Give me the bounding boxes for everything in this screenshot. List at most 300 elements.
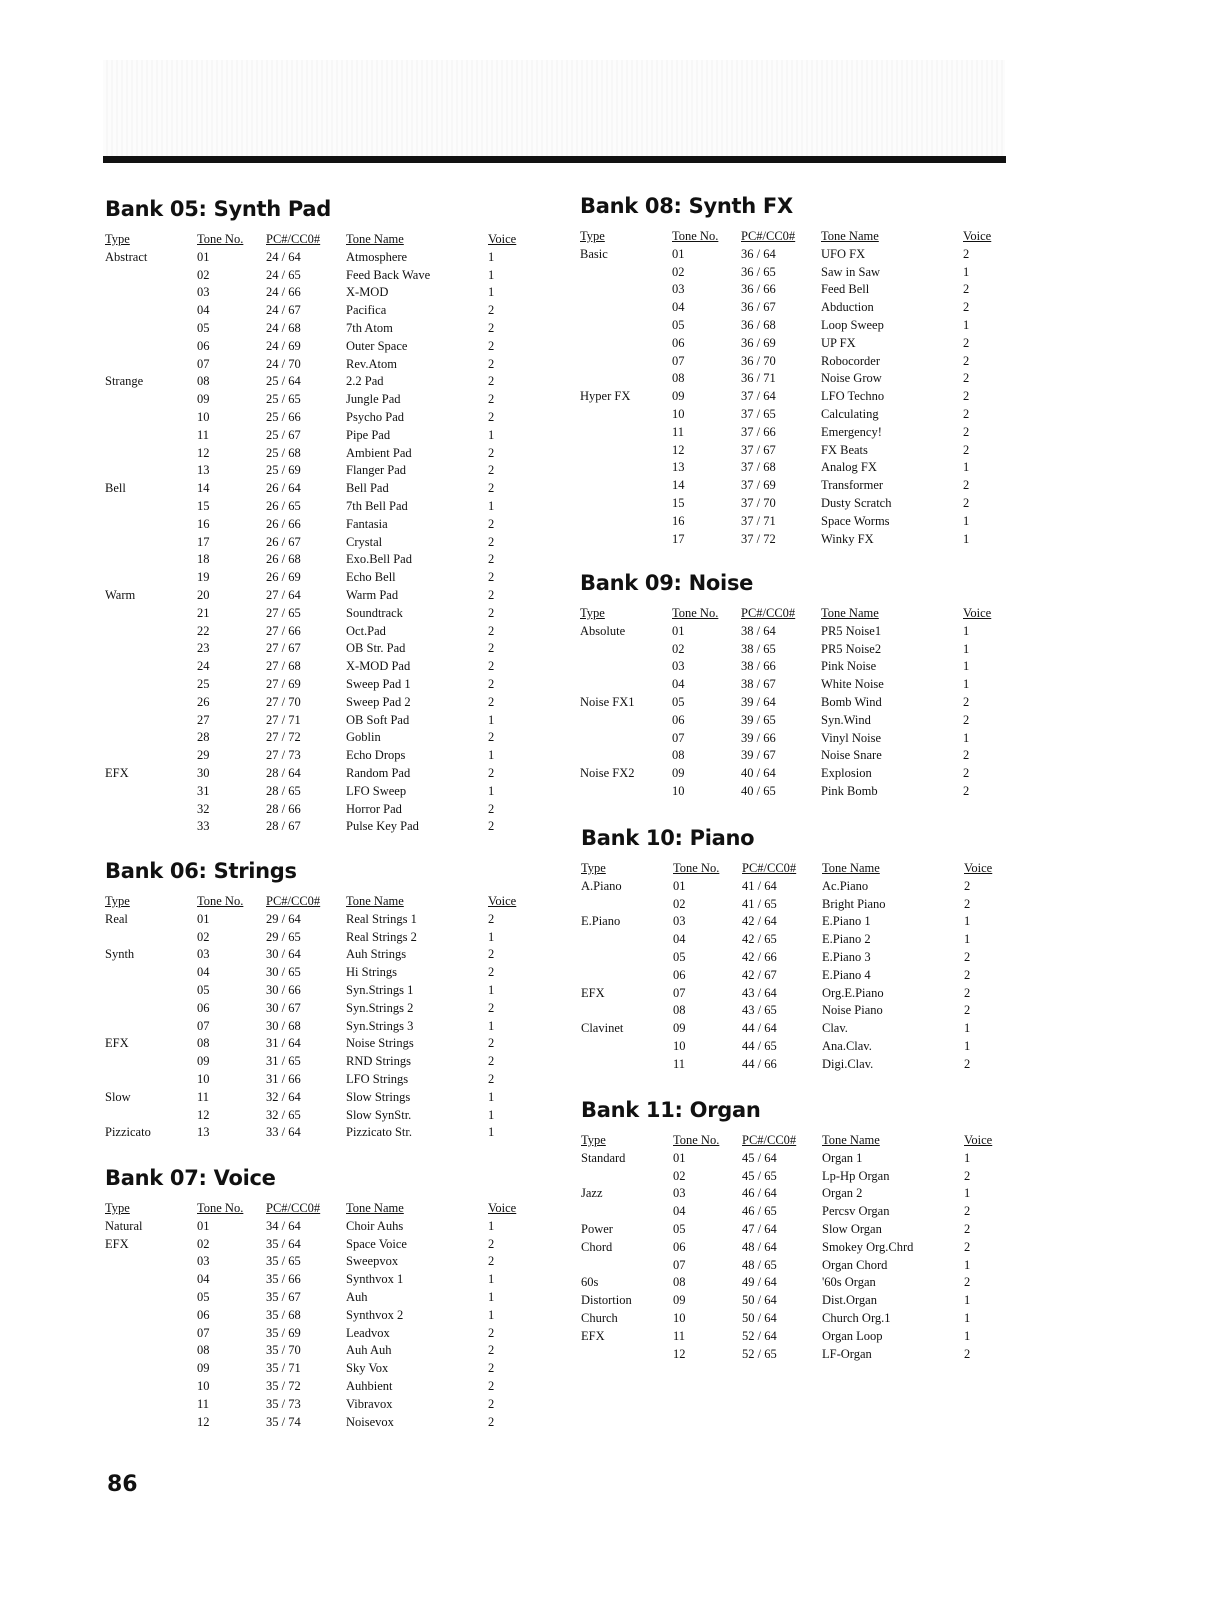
cell-tone-name: Pizzicato Str. (346, 1125, 412, 1140)
cell-pc-cc0: 49 / 64 (742, 1275, 777, 1290)
column-header-tone-no: Tone No. (673, 1133, 720, 1147)
cell-tone-name: Transformer (821, 478, 884, 493)
table-row (105, 534, 535, 552)
cell-tone-no: 04 (197, 1272, 210, 1287)
cell-voice: 2 (488, 552, 495, 567)
cell-tone-no: 07 (673, 985, 686, 1000)
cell-pc-cc0: 37 / 70 (741, 495, 776, 510)
cell-tone-no: 15 (672, 495, 685, 510)
cell-tone-no: 08 (197, 374, 210, 389)
cell-pc-cc0: 29 / 64 (266, 911, 301, 926)
table-row (105, 1000, 535, 1018)
cell-tone-no: 10 (672, 783, 685, 798)
column-header-tone-name: Tone Name (821, 606, 879, 620)
cell-tone-no: 10 (673, 1310, 686, 1325)
cell-pc-cc0: 26 / 68 (266, 552, 301, 567)
cell-tone-no: 11 (197, 1089, 210, 1104)
cell-tone-name: Sky Vox (346, 1361, 389, 1376)
table-header (105, 1200, 535, 1218)
cell-tone-name: Ana.Clav. (822, 1038, 872, 1053)
cell-pc-cc0: 35 / 64 (266, 1236, 301, 1251)
cell-voice: 2 (963, 246, 970, 261)
table-row (105, 712, 535, 730)
cell-voice: 1 (964, 932, 971, 947)
cell-tone-name: LF-Organ (822, 1346, 872, 1361)
table-row (105, 964, 535, 982)
cell-tone-no: 10 (673, 1038, 686, 1053)
table-row (105, 1035, 535, 1053)
header-band (103, 60, 1005, 156)
cell-pc-cc0: 24 / 69 (266, 338, 301, 353)
cell-type: A.Piano (581, 878, 622, 893)
table-row (581, 1310, 1011, 1328)
cell-pc-cc0: 28 / 65 (266, 783, 301, 798)
table-row (105, 1053, 535, 1071)
cell-pc-cc0: 42 / 65 (742, 932, 777, 947)
cell-tone-name: Crystal (346, 534, 383, 549)
column-header-type: Type (580, 606, 605, 620)
header-rule (103, 156, 1006, 163)
cell-tone-no: 08 (197, 1343, 210, 1358)
cell-tone-name: Feed Bell (821, 282, 870, 297)
cell-voice: 1 (488, 427, 495, 442)
cell-type: Absolute (580, 623, 626, 638)
cell-pc-cc0: 27 / 69 (266, 676, 301, 691)
cell-tone-no: 05 (673, 1221, 686, 1236)
cell-pc-cc0: 35 / 67 (266, 1289, 301, 1304)
cell-tone-name: Syn.Wind (821, 712, 871, 727)
cell-pc-cc0: 43 / 65 (742, 1003, 777, 1018)
cell-tone-name: Calculating (821, 406, 879, 421)
cell-tone-name: Feed Back Wave (346, 267, 431, 282)
table-row (105, 1236, 535, 1254)
cell-voice: 1 (963, 531, 970, 546)
cell-tone-name: Bell Pad (346, 481, 389, 496)
cell-tone-no: 17 (672, 531, 685, 546)
cell-tone-no: 13 (672, 460, 685, 475)
cell-tone-name: Dist.Organ (822, 1293, 877, 1308)
column-header-tone-name: Tone Name (822, 1133, 880, 1147)
cell-pc-cc0: 25 / 67 (266, 427, 301, 442)
cell-tone-no: 02 (197, 267, 210, 282)
cell-tone-name: Outer Space (346, 338, 408, 353)
page-number: 86 (107, 1472, 138, 1497)
table-row (105, 946, 535, 964)
table-row (580, 406, 1010, 424)
cell-tone-no: 29 (197, 748, 210, 763)
cell-pc-cc0: 45 / 65 (742, 1168, 777, 1183)
cell-tone-no: 10 (672, 406, 685, 421)
cell-tone-no: 03 (672, 659, 685, 674)
bank-10-piano (581, 822, 1011, 1074)
cell-tone-name: Slow SynStr. (346, 1107, 412, 1122)
cell-tone-no: 11 (197, 1396, 210, 1411)
cell-voice: 2 (488, 1396, 495, 1411)
cell-tone-no: 08 (197, 1036, 210, 1051)
cell-voice: 2 (488, 1236, 495, 1251)
cell-pc-cc0: 37 / 71 (741, 513, 776, 528)
cell-tone-no: 09 (197, 1361, 210, 1376)
cell-pc-cc0: 47 / 64 (742, 1221, 777, 1236)
cell-voice: 2 (488, 463, 495, 478)
cell-tone-no: 03 (197, 1254, 210, 1269)
column-header-pc-cc0: PC#/CC0# (266, 232, 321, 246)
cell-type: Noise FX1 (580, 694, 635, 709)
table-row (580, 246, 1010, 264)
cell-voice: 2 (963, 766, 970, 781)
cell-tone-no: 22 (197, 623, 210, 638)
cell-voice: 1 (964, 1021, 971, 1036)
table-row (581, 1038, 1011, 1056)
cell-tone-no: 30 (197, 765, 210, 780)
cell-pc-cc0: 28 / 67 (266, 819, 301, 834)
table-row (105, 1325, 535, 1343)
table-row (105, 498, 535, 516)
cell-voice: 2 (488, 1254, 495, 1269)
cell-type: 60s (581, 1275, 599, 1290)
cell-voice: 2 (488, 338, 495, 353)
table-header (105, 893, 535, 911)
table-row (581, 1002, 1011, 1020)
cell-voice: 2 (964, 1239, 971, 1254)
cell-pc-cc0: 30 / 66 (266, 982, 301, 997)
cell-pc-cc0: 32 / 65 (266, 1107, 301, 1122)
cell-tone-name: Loop Sweep (821, 317, 884, 332)
cell-voice: 2 (488, 570, 495, 585)
table-row (105, 409, 535, 427)
cell-voice: 1 (488, 929, 495, 944)
table-row (105, 480, 535, 498)
cell-pc-cc0: 27 / 66 (266, 623, 301, 638)
cell-tone-name: Organ 1 (822, 1150, 863, 1165)
cell-pc-cc0: 27 / 70 (266, 694, 301, 709)
table-row (105, 267, 535, 285)
cell-tone-no: 16 (197, 516, 210, 531)
cell-voice: 2 (964, 985, 971, 1000)
bank-title: Bank 10: Piano (581, 826, 755, 850)
cell-pc-cc0: 35 / 74 (266, 1414, 301, 1429)
cell-voice: 2 (488, 694, 495, 709)
cell-tone-name: Random Pad (346, 765, 411, 780)
column-header-tone-no: Tone No. (672, 229, 719, 243)
cell-tone-name: Syn.Strings 2 (346, 1000, 414, 1015)
cell-type: Jazz (581, 1186, 603, 1201)
cell-voice: 1 (488, 1018, 495, 1033)
table-row (581, 985, 1011, 1003)
cell-tone-name: Pacifica (346, 303, 387, 318)
cell-pc-cc0: 24 / 67 (266, 303, 301, 318)
table-row (581, 896, 1011, 914)
cell-pc-cc0: 39 / 66 (741, 730, 776, 745)
table-row (105, 982, 535, 1000)
cell-voice: 2 (488, 605, 495, 620)
cell-tone-no: 09 (197, 1054, 210, 1069)
cell-tone-no: 01 (672, 246, 685, 261)
cell-tone-no: 05 (197, 320, 210, 335)
cell-tone-name: Pulse Key Pad (346, 819, 419, 834)
cell-voice: 1 (488, 249, 495, 264)
cell-tone-no: 14 (197, 481, 210, 496)
cell-pc-cc0: 36 / 64 (741, 246, 776, 261)
cell-voice: 2 (963, 712, 970, 727)
cell-voice: 2 (488, 819, 495, 834)
cell-pc-cc0: 32 / 64 (266, 1089, 301, 1104)
cell-tone-name: Oct.Pad (346, 623, 386, 638)
cell-voice: 2 (964, 1275, 971, 1290)
cell-tone-name: E.Piano 2 (822, 932, 871, 947)
table-header (581, 860, 1011, 878)
bank-title: Bank 05: Synth Pad (105, 197, 332, 221)
cell-tone-name: Noise Strings (346, 1036, 414, 1051)
cell-tone-name: Horror Pad (346, 801, 402, 816)
cell-voice: 2 (964, 1221, 971, 1236)
cell-voice: 2 (488, 1036, 495, 1051)
cell-type: Bell (105, 481, 126, 496)
cell-pc-cc0: 35 / 70 (266, 1343, 301, 1358)
cell-tone-name: Fantasia (346, 516, 388, 531)
cell-voice: 2 (963, 371, 970, 386)
cell-tone-name: 2.2 Pad (346, 374, 384, 389)
cell-voice: 2 (488, 965, 495, 980)
cell-voice: 1 (964, 1186, 971, 1201)
cell-tone-no: 16 (672, 513, 685, 528)
cell-pc-cc0: 38 / 66 (741, 659, 776, 674)
cell-voice: 2 (488, 676, 495, 691)
cell-tone-name: Auh Strings (346, 947, 407, 962)
column-header-voice: Voice (964, 861, 993, 875)
table-row (580, 730, 1010, 748)
cell-voice: 1 (488, 712, 495, 727)
table-row (105, 658, 535, 676)
table-row (105, 747, 535, 765)
cell-voice: 2 (963, 353, 970, 368)
table-row (105, 1271, 535, 1289)
cell-pc-cc0: 27 / 71 (266, 712, 301, 727)
cell-pc-cc0: 37 / 69 (741, 478, 776, 493)
cell-tone-no: 08 (673, 1275, 686, 1290)
cell-pc-cc0: 24 / 64 (266, 249, 301, 264)
table-row (105, 445, 535, 463)
table-row (105, 1378, 535, 1396)
cell-type: Basic (580, 246, 608, 261)
column-header-pc-cc0: PC#/CC0# (741, 229, 796, 243)
cell-tone-name: Organ Loop (822, 1328, 883, 1343)
table-row (105, 1071, 535, 1089)
cell-tone-no: 02 (672, 264, 685, 279)
cell-pc-cc0: 25 / 68 (266, 445, 301, 460)
cell-tone-name: Org.E.Piano (822, 985, 884, 1000)
cell-tone-name: Syn.Strings 3 (346, 1018, 414, 1033)
bank-title: Bank 09: Noise (580, 571, 754, 595)
table-row (105, 569, 535, 587)
cell-type: Chord (581, 1239, 613, 1254)
cell-pc-cc0: 35 / 72 (266, 1378, 301, 1393)
cell-tone-name: Hi Strings (346, 965, 398, 980)
cell-type: Noise FX2 (580, 766, 635, 781)
cell-type: Pizzicato (105, 1125, 151, 1140)
cell-tone-no: 05 (673, 949, 686, 964)
cell-pc-cc0: 44 / 65 (742, 1038, 777, 1053)
cell-pc-cc0: 35 / 73 (266, 1396, 301, 1411)
cell-voice: 2 (488, 911, 495, 926)
cell-voice: 1 (963, 623, 970, 638)
cell-tone-name: Bright Piano (822, 896, 886, 911)
cell-tone-name: Leadvox (346, 1325, 390, 1340)
cell-voice: 2 (964, 1056, 971, 1071)
cell-tone-name: Church Org.1 (822, 1310, 891, 1325)
table-row (580, 370, 1010, 388)
cell-tone-no: 12 (197, 1107, 210, 1122)
cell-tone-name: Auh (346, 1289, 368, 1304)
cell-tone-no: 06 (197, 338, 210, 353)
cell-voice: 1 (488, 1089, 495, 1104)
table-row (105, 623, 535, 641)
cell-tone-name: Echo Bell (346, 570, 396, 585)
cell-voice: 2 (963, 300, 970, 315)
column-header-tone-no: Tone No. (197, 232, 244, 246)
cell-voice: 2 (488, 641, 495, 656)
table-row (580, 513, 1010, 531)
cell-voice: 1 (488, 1272, 495, 1287)
cell-tone-name: Atmosphere (346, 249, 408, 264)
table-row (105, 391, 535, 409)
table-row (105, 587, 535, 605)
column-header-type: Type (581, 861, 606, 875)
table-row (105, 911, 535, 929)
cell-tone-no: 05 (197, 982, 210, 997)
table-row (105, 1253, 535, 1271)
cell-voice: 2 (963, 694, 970, 709)
cell-type: EFX (581, 1328, 605, 1343)
table-row (581, 1221, 1011, 1239)
cell-pc-cc0: 35 / 66 (266, 1272, 301, 1287)
column-header-voice: Voice (488, 1201, 517, 1215)
cell-tone-no: 01 (197, 911, 210, 926)
cell-voice: 2 (488, 303, 495, 318)
cell-tone-no: 15 (197, 498, 210, 513)
cell-tone-name: Organ 2 (822, 1186, 863, 1201)
cell-tone-no: 24 (197, 659, 210, 674)
column-header-voice: Voice (963, 606, 992, 620)
cell-tone-name: Flanger Pad (346, 463, 407, 478)
cell-pc-cc0: 48 / 65 (742, 1257, 777, 1272)
cell-voice: 1 (964, 1257, 971, 1272)
cell-voice: 2 (964, 878, 971, 893)
table-row (580, 712, 1010, 730)
table-row (581, 1020, 1011, 1038)
cell-pc-cc0: 50 / 64 (742, 1293, 777, 1308)
cell-voice: 2 (488, 392, 495, 407)
table-row (105, 929, 535, 947)
cell-tone-no: 08 (672, 748, 685, 763)
cell-voice: 2 (963, 335, 970, 350)
cell-pc-cc0: 46 / 65 (742, 1204, 777, 1219)
cell-tone-no: 13 (197, 463, 210, 478)
cell-pc-cc0: 37 / 65 (741, 406, 776, 421)
cell-voice: 2 (488, 534, 495, 549)
cell-pc-cc0: 36 / 66 (741, 282, 776, 297)
cell-pc-cc0: 24 / 70 (266, 356, 301, 371)
cell-pc-cc0: 36 / 68 (741, 317, 776, 332)
cell-tone-name: Vinyl Noise (821, 730, 882, 745)
cell-pc-cc0: 36 / 69 (741, 335, 776, 350)
table-row (581, 1168, 1011, 1186)
table-row (580, 477, 1010, 495)
cell-pc-cc0: 26 / 67 (266, 534, 301, 549)
cell-tone-name: Explosion (821, 766, 872, 781)
cell-tone-no: 06 (197, 1307, 210, 1322)
bank-title: Bank 07: Voice (105, 1166, 276, 1190)
cell-type: Distortion (581, 1293, 632, 1308)
cell-tone-name: Clav. (822, 1021, 848, 1036)
table-row (580, 264, 1010, 282)
cell-tone-no: 21 (197, 605, 210, 620)
cell-voice: 1 (488, 1289, 495, 1304)
cell-pc-cc0: 37 / 66 (741, 424, 776, 439)
cell-tone-name: Smokey Org.Chrd (822, 1239, 914, 1254)
cell-voice: 1 (964, 1328, 971, 1343)
cell-voice: 1 (963, 460, 970, 475)
cell-voice: 2 (964, 1204, 971, 1219)
cell-tone-name: PR5 Noise2 (821, 641, 882, 656)
cell-tone-name: Winky FX (821, 531, 874, 546)
cell-tone-name: Warm Pad (346, 587, 399, 602)
cell-tone-name: Sweepvox (346, 1254, 399, 1269)
cell-tone-name: Goblin (346, 730, 381, 745)
cell-pc-cc0: 25 / 66 (266, 409, 301, 424)
cell-tone-name: Emergency! (821, 424, 882, 439)
cell-tone-no: 06 (672, 712, 685, 727)
cell-tone-name: Analog FX (821, 460, 877, 475)
table-row (580, 765, 1010, 783)
cell-voice: 2 (964, 1346, 971, 1361)
table-row (581, 1239, 1011, 1257)
cell-tone-name: RND Strings (346, 1054, 411, 1069)
cell-tone-name: Noise Grow (821, 371, 882, 386)
cell-tone-no: 10 (197, 1378, 210, 1393)
column-header-voice: Voice (488, 894, 517, 908)
cell-voice: 1 (963, 317, 970, 332)
cell-type: Natural (105, 1218, 143, 1233)
table-row (105, 1307, 535, 1325)
cell-voice: 1 (963, 730, 970, 745)
cell-tone-no: 09 (673, 1021, 686, 1036)
cell-voice: 2 (488, 659, 495, 674)
cell-tone-name: Synthvox 2 (346, 1307, 404, 1322)
cell-tone-name: Jungle Pad (346, 392, 401, 407)
cell-voice: 2 (964, 1003, 971, 1018)
table-header (580, 605, 1010, 623)
cell-pc-cc0: 40 / 65 (741, 783, 776, 798)
cell-voice: 2 (964, 967, 971, 982)
table-row (105, 801, 535, 819)
cell-voice: 1 (963, 641, 970, 656)
cell-tone-no: 27 (197, 712, 210, 727)
table-row (105, 1396, 535, 1414)
cell-tone-name: E.Piano 4 (822, 967, 871, 982)
cell-pc-cc0: 37 / 64 (741, 389, 776, 404)
cell-tone-name: Psycho Pad (346, 409, 404, 424)
table-row (105, 373, 535, 391)
cell-tone-no: 04 (197, 965, 210, 980)
cell-tone-no: 25 (197, 676, 210, 691)
table-row (580, 495, 1010, 513)
cell-voice: 2 (963, 495, 970, 510)
column-header-voice: Voice (488, 232, 517, 246)
cell-tone-no: 11 (672, 424, 685, 439)
cell-voice: 1 (488, 1307, 495, 1322)
cell-voice: 2 (964, 896, 971, 911)
